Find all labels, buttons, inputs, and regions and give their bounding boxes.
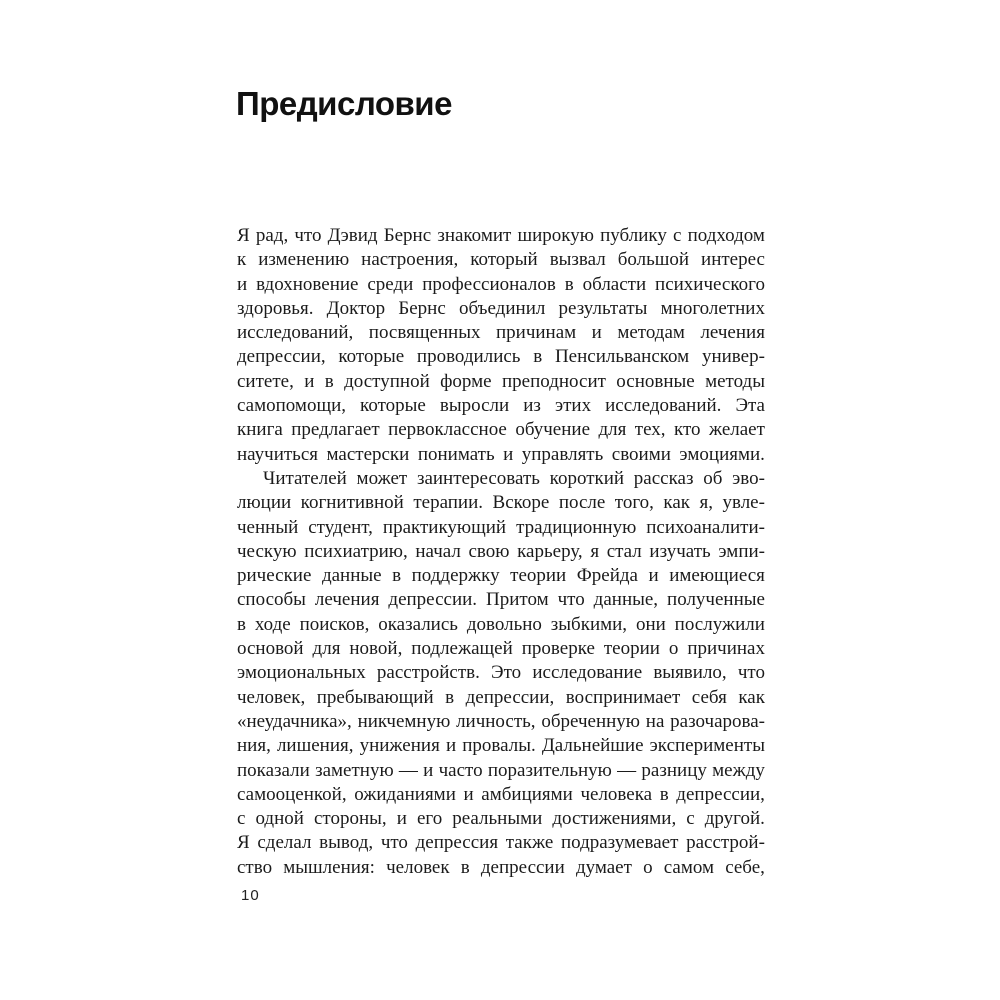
word: полученные [667, 589, 765, 611]
word: и [445, 735, 457, 757]
page-number: 10 [241, 887, 260, 904]
word: на [645, 710, 665, 732]
word: широкую [517, 225, 594, 246]
word: свою [468, 540, 510, 562]
word: одной [255, 808, 304, 830]
word: книга [237, 419, 283, 441]
word: провалы. [462, 735, 536, 757]
word: в [445, 686, 455, 708]
word: в [392, 565, 402, 587]
word: разочарова- [670, 710, 765, 732]
word: начал [415, 540, 461, 562]
word: — [398, 759, 418, 781]
word: самом [663, 856, 715, 878]
word: с [237, 808, 246, 830]
word: эмоциональных [237, 662, 366, 684]
word: данные, [593, 589, 659, 611]
word: довольно [466, 613, 542, 635]
word: обреченную [541, 710, 640, 732]
word: причинам [495, 322, 577, 344]
word: после [558, 492, 606, 514]
text-line [237, 661, 765, 685]
text-line [237, 418, 765, 442]
text-line [237, 613, 765, 637]
word: новой, [349, 638, 403, 660]
word: методам [617, 322, 685, 344]
word: человек [386, 856, 450, 878]
word: в [460, 856, 470, 878]
text-line [237, 491, 765, 515]
word: психиатрию, [304, 540, 408, 562]
word: Дэвид [327, 225, 378, 246]
word: преподносит [501, 370, 606, 392]
word: знакомит [437, 225, 512, 246]
word: рические [237, 565, 312, 587]
word: этих [554, 395, 592, 417]
text-line [237, 224, 765, 248]
word: психоаналити- [646, 516, 765, 538]
text-line [237, 588, 765, 612]
word: депрессии, [676, 783, 765, 805]
word: выявило, [653, 662, 727, 684]
word: и [463, 783, 474, 805]
word: стороны, [314, 808, 387, 830]
word: унижения [359, 735, 440, 757]
word: другой. [704, 808, 765, 830]
word: исследование [532, 662, 643, 684]
word: изучать [649, 540, 711, 562]
text-line [237, 321, 765, 345]
word: своими [611, 443, 671, 465]
word: подлежащей [411, 638, 513, 660]
word: короткий [549, 467, 625, 489]
word: человека [580, 783, 653, 805]
word: Вскоре [492, 492, 550, 514]
page-title: Предисловие [236, 85, 452, 122]
word: к [237, 249, 247, 271]
word: воспринимает [565, 686, 681, 708]
word: мастерски [326, 443, 410, 465]
word: расстрой- [686, 832, 765, 854]
word: подходом [687, 225, 765, 246]
text-block [237, 224, 765, 880]
word: Фрейда [576, 565, 638, 587]
word: себе, [725, 856, 765, 878]
word: Доктор [326, 297, 386, 319]
word: поисков, [299, 613, 370, 635]
word: которые [360, 395, 426, 417]
word: личность, [456, 710, 536, 732]
word: расстройств. [376, 662, 480, 684]
word: эмпи- [718, 540, 765, 562]
word: лишения, [276, 735, 354, 757]
word: Эта [735, 395, 765, 417]
word: и [237, 273, 248, 295]
word: в [533, 346, 543, 368]
word: как [663, 492, 691, 514]
word: способы [237, 589, 306, 611]
word: подразумевает [560, 832, 679, 854]
word: методы [705, 370, 765, 392]
word: вызвал [549, 249, 606, 271]
word: из [523, 395, 541, 417]
word: эво- [732, 467, 765, 489]
word: основные [616, 370, 695, 392]
word: тех, [634, 419, 666, 441]
word: многолетних [660, 297, 765, 319]
word: депрессии [480, 856, 565, 878]
text-line [237, 516, 765, 540]
text-line [237, 297, 765, 321]
word: вдохновение [256, 273, 359, 295]
word: эксперименты [649, 735, 765, 757]
word: разницу [641, 759, 707, 781]
word: и [396, 808, 407, 830]
text-line [237, 345, 765, 369]
word: ния, [237, 735, 271, 757]
word: обучение [515, 419, 591, 441]
word: и [591, 322, 602, 344]
word: об [703, 467, 723, 489]
word: мышления: [283, 856, 375, 878]
text-line [237, 540, 765, 564]
word: с [686, 808, 695, 830]
word: ходе [254, 613, 291, 635]
word: форме [440, 370, 492, 392]
word: практикующий [382, 516, 507, 538]
word: карьеру, [517, 540, 583, 562]
word: Бернс [398, 297, 446, 319]
word: проводились [416, 346, 521, 368]
word: в [237, 613, 246, 635]
word: исследований. [605, 395, 722, 417]
word: что [557, 589, 585, 611]
word: рад, [255, 225, 289, 246]
text-line [237, 273, 765, 297]
word: кто [673, 419, 701, 441]
word: терапии. [413, 492, 484, 514]
word: среди [367, 273, 414, 295]
word: причинах [687, 638, 765, 660]
word: никчемную [357, 710, 451, 732]
text-line [237, 394, 765, 418]
word: реальными [452, 808, 543, 830]
word: они [635, 613, 666, 635]
text-line [237, 686, 765, 710]
word: ситете, [237, 370, 294, 392]
word: области [582, 273, 647, 295]
word: рассказ [633, 467, 694, 489]
word: депрессии. [388, 589, 478, 611]
word: депрессии, [465, 686, 555, 708]
word: Притом [486, 589, 549, 611]
word: проверке [521, 638, 595, 660]
word: вывод, [319, 832, 374, 854]
word: часто [438, 759, 483, 781]
word: заметную [315, 759, 394, 781]
word: я [590, 540, 600, 562]
word: депрессии, [237, 346, 326, 368]
word: ческую [237, 540, 297, 562]
word: как [738, 686, 765, 708]
text-line [237, 759, 765, 783]
word: который [470, 249, 538, 271]
word: лечения [314, 589, 380, 611]
text-line [237, 734, 765, 758]
word: психического [655, 273, 765, 295]
word: что [737, 662, 765, 684]
word: выросли [439, 395, 510, 417]
word: достижениями, [552, 808, 677, 830]
word: Читателей [263, 467, 347, 489]
word: управлять [521, 443, 604, 465]
word: зыбкими, [550, 613, 628, 635]
word: самооценкой, [237, 783, 347, 805]
word: поддержку [411, 565, 500, 587]
word: Это [491, 662, 522, 684]
word: — [617, 759, 637, 781]
word: желает [708, 419, 765, 441]
word: амбициями [481, 783, 573, 805]
word: оказались [378, 613, 458, 635]
word: в [659, 783, 669, 805]
word: думает [575, 856, 632, 878]
word: что [294, 225, 322, 246]
word: люции [237, 492, 292, 514]
word: публику [600, 225, 667, 246]
word: объединил [458, 297, 546, 319]
word: исследований, [237, 322, 354, 344]
text-line [237, 370, 765, 394]
word: посвященных [368, 322, 481, 344]
text-line [237, 467, 765, 491]
word: в [324, 370, 334, 392]
text-line [237, 831, 765, 855]
word: здоровья. [237, 297, 314, 319]
word: которые [338, 346, 405, 368]
word: я, [699, 492, 713, 514]
word: стал [606, 540, 642, 562]
word: ство [237, 856, 273, 878]
word: может [356, 467, 408, 489]
text-line [237, 807, 765, 831]
word: имеющиеся [669, 565, 765, 587]
word: настроения, [361, 249, 459, 271]
text-line [237, 248, 765, 272]
word: с [673, 225, 682, 246]
word: студент, [308, 516, 373, 538]
word: большой [617, 249, 690, 271]
word: между [712, 759, 765, 781]
word: Дальнейшие [541, 735, 644, 757]
word: депрессия [415, 832, 499, 854]
word: человек, [237, 686, 306, 708]
word: пребывающий [316, 686, 434, 708]
word: результаты [558, 297, 648, 319]
text-line [237, 710, 765, 734]
word: для [312, 638, 341, 660]
word: что [380, 832, 408, 854]
text-line [237, 564, 765, 588]
word: понимать [417, 443, 495, 465]
word: теории [510, 565, 567, 587]
word: самопомощи, [237, 395, 346, 417]
word: его [416, 808, 443, 830]
text-line [237, 783, 765, 807]
word: предлагает [291, 419, 380, 441]
text-line [237, 443, 765, 467]
word: универ- [701, 346, 765, 368]
word: увле- [722, 492, 765, 514]
word: теории [603, 638, 660, 660]
word: ченный [237, 516, 299, 538]
word: когнитивной [300, 492, 404, 514]
text-line [237, 637, 765, 661]
paragraph [237, 467, 765, 880]
word: о [643, 856, 653, 878]
word: данные [321, 565, 382, 587]
word: Я [237, 832, 250, 854]
word: основой [237, 638, 304, 660]
word: эмоциями. [679, 443, 765, 465]
word: профессионалов [422, 273, 556, 295]
word: и [503, 443, 514, 465]
word: послужили [674, 613, 765, 635]
word: традиционную [516, 516, 637, 538]
word: для [598, 419, 627, 441]
word: поразительную [487, 759, 612, 781]
word: о [668, 638, 679, 660]
word: лечения [700, 322, 765, 344]
word: ожиданиями [354, 783, 456, 805]
word: изменению [258, 249, 350, 271]
paragraph [237, 224, 765, 467]
word: сделал [257, 832, 312, 854]
word: доступной [344, 370, 430, 392]
word: и [648, 565, 659, 587]
word: первоклассное [388, 419, 507, 441]
word: того, [614, 492, 654, 514]
word: Я [237, 225, 250, 246]
word: Пенсильванском [554, 346, 690, 368]
word: «неудачника», [237, 710, 352, 732]
word: заинтересовать [416, 467, 540, 489]
word: и [423, 759, 434, 781]
word: Бернс [383, 225, 432, 246]
word: научиться [237, 443, 319, 465]
word: показали [237, 759, 310, 781]
word: себя [691, 686, 727, 708]
text-line [237, 856, 765, 880]
word: и [304, 370, 315, 392]
word: также [505, 832, 554, 854]
word: в [564, 273, 574, 295]
word: интерес [701, 249, 765, 271]
